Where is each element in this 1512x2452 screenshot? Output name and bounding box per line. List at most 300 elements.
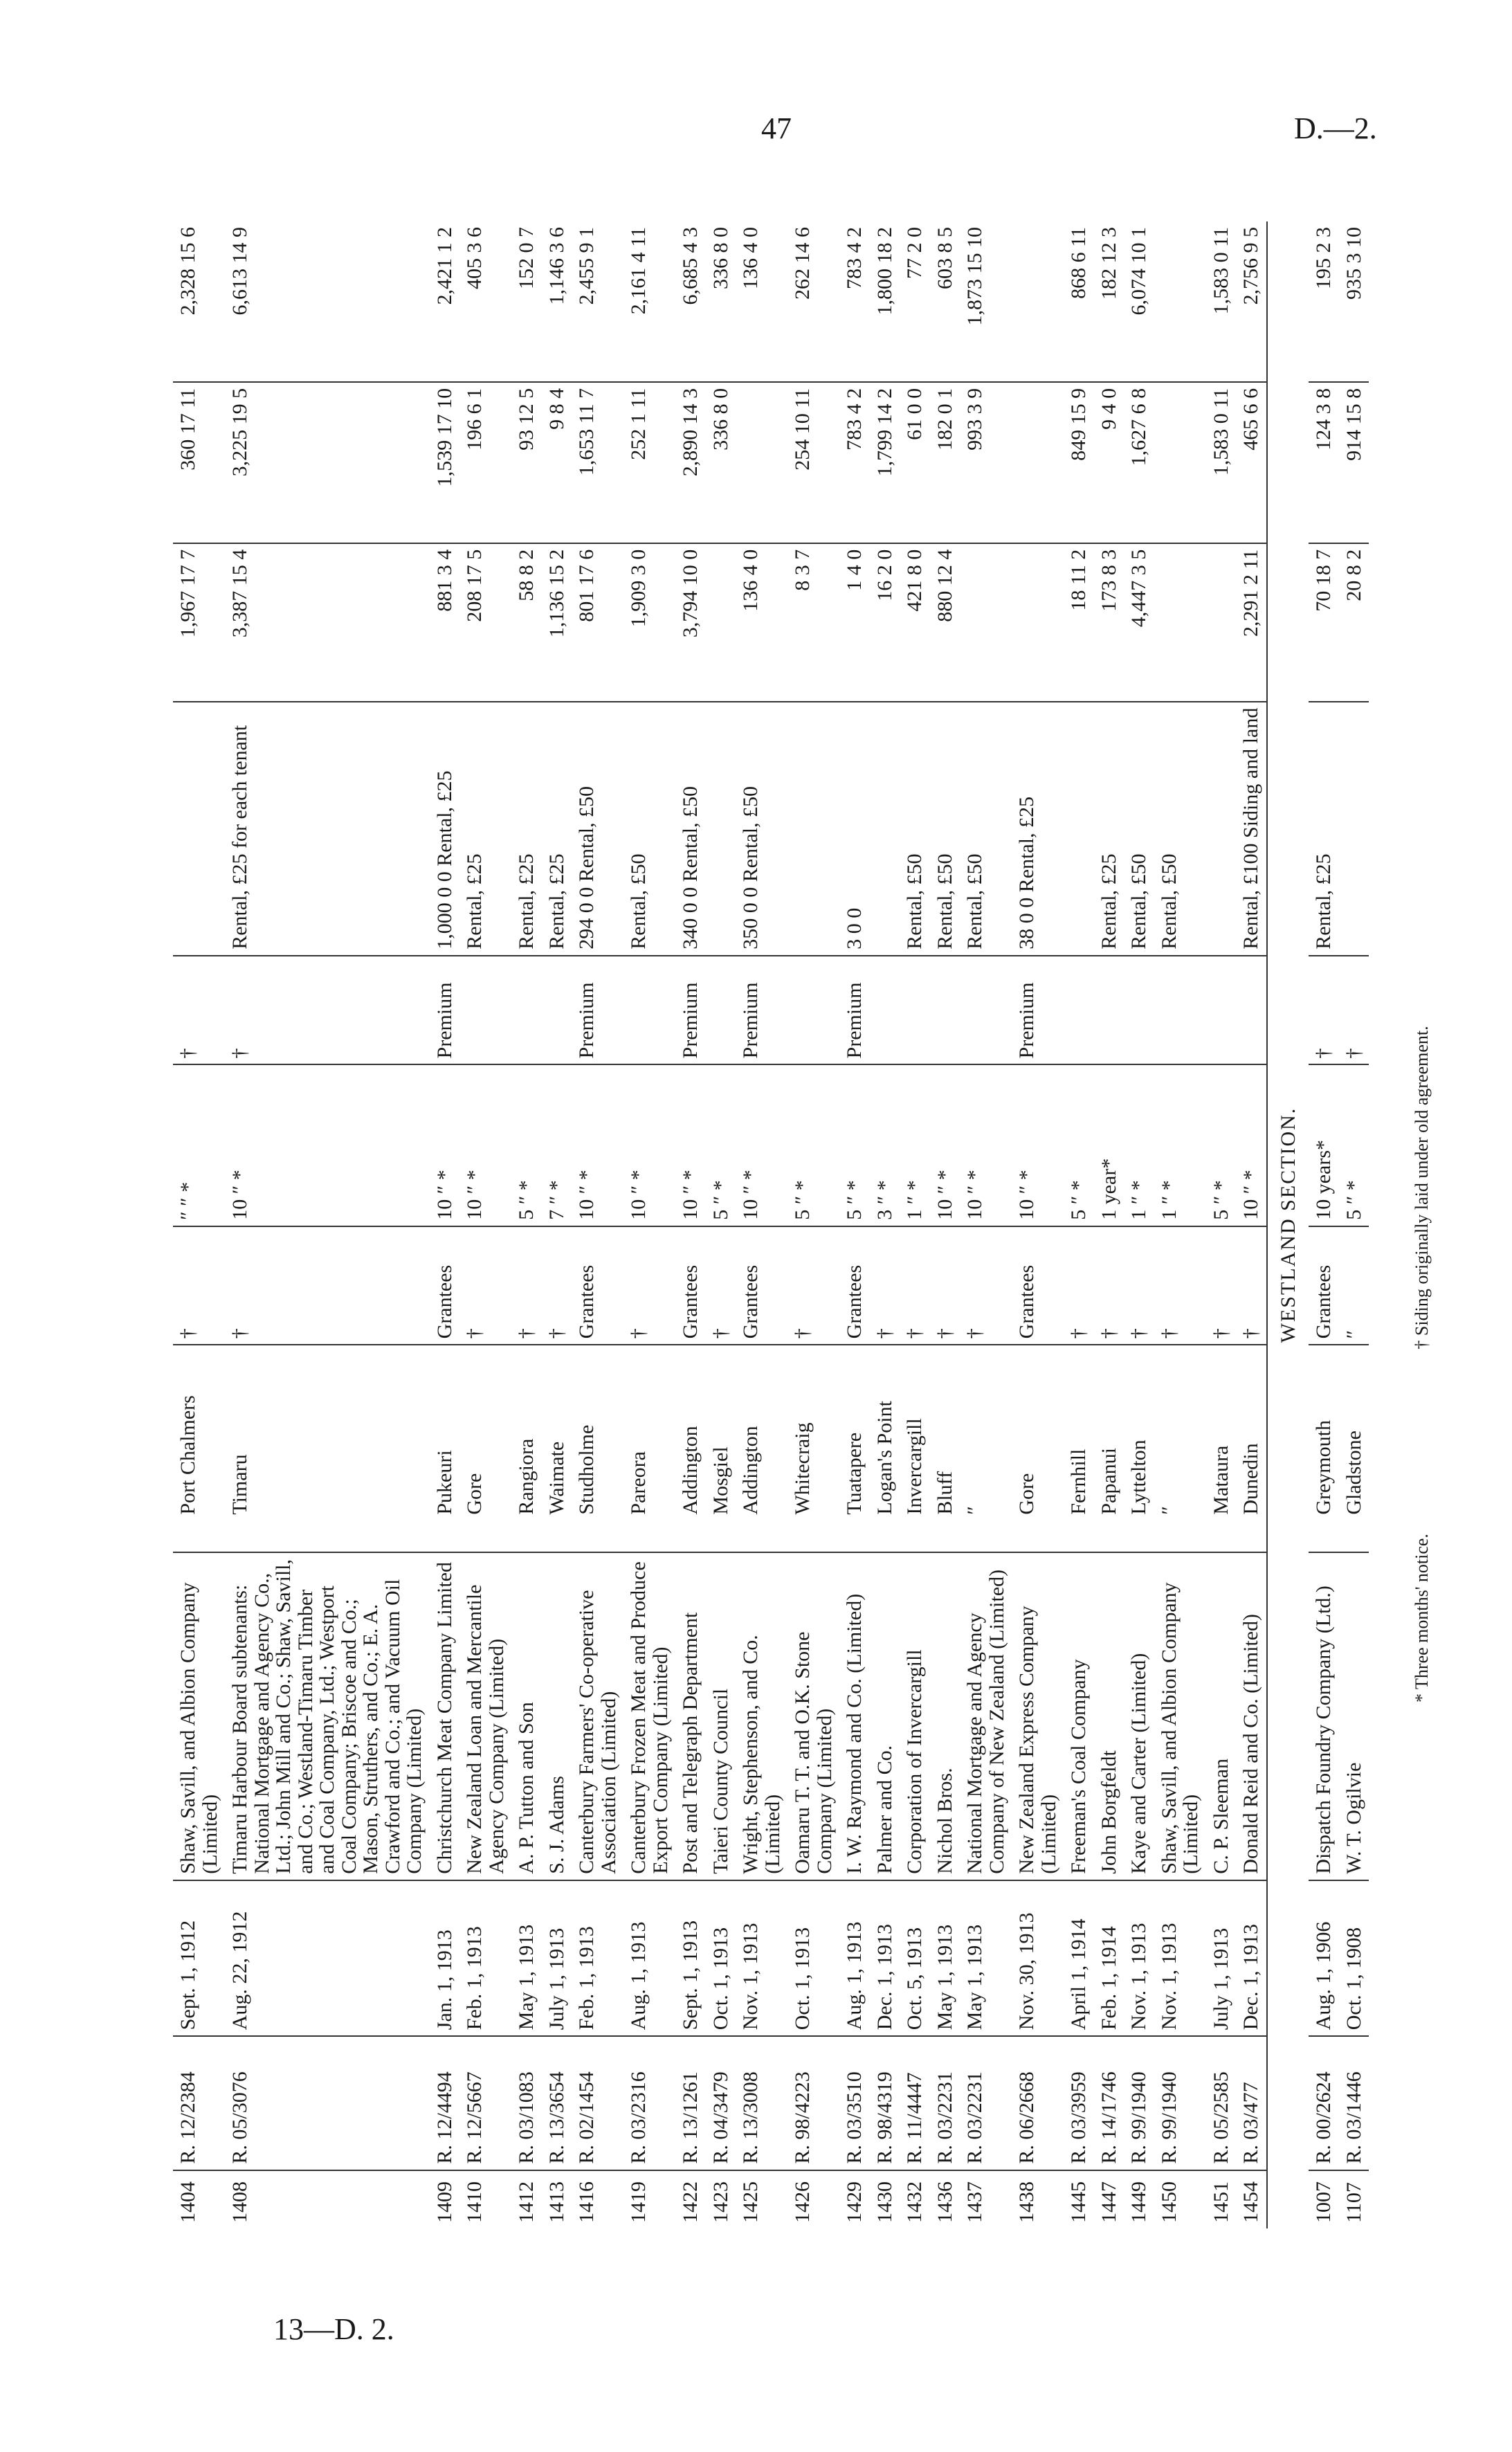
entry-number: 1437 [960, 2170, 1012, 2228]
rental [787, 702, 839, 956]
file-reference: R. 06/2668 [1012, 2036, 1064, 2170]
premium [1094, 956, 1124, 1065]
rental: 350 0 0 Rental, £50 [736, 702, 787, 956]
premium [542, 956, 572, 1065]
premium [623, 956, 675, 1065]
lessor: † [173, 1226, 225, 1345]
lessee-name: A. P. Tutton and Son [511, 1552, 542, 1880]
lessee-name: New Zealand Loan and Mercantile Agency Company (Limited) [459, 1552, 511, 1880]
amount-1: 3,387 15 4 [225, 543, 430, 702]
premium: Premium [839, 956, 870, 1065]
term: 1 ″ * [1124, 1064, 1154, 1226]
station-name: Dunedin [1236, 1345, 1267, 1520]
file-reference: R. 13/3654 [542, 2036, 572, 2170]
table-row [225, 221, 430, 2228]
term: 10 ″ * [623, 1064, 675, 1226]
file-reference: R. 12/4494 [430, 2036, 460, 2170]
lessor: † [1206, 1226, 1237, 1345]
lessee-name: Canterbury Frozen Meat and Produce Export Company (Limited) [623, 1552, 675, 1880]
amount-1: 1,136 15 2 [542, 543, 572, 702]
leader-dots [225, 1520, 430, 1553]
premium: † [1339, 956, 1369, 1065]
file-reference: R. 99/1940 [1124, 2036, 1154, 2170]
entry-number: 1425 [736, 2170, 787, 2228]
amount-2: 182 0 1 [930, 382, 960, 543]
premium: Premium [430, 956, 460, 1065]
amount-total: 603 8 5 [933, 227, 956, 289]
amount-1: 173 8 3 [1094, 543, 1124, 702]
file-reference: R. 05/3076 [225, 2036, 430, 2170]
amount-2: 3,225 19 5 [225, 382, 430, 543]
amount-total: 262 14 6 [791, 227, 814, 300]
file-reference: R. 13/1261 [675, 2036, 706, 2170]
file-reference: R. 03/2316 [623, 2036, 675, 2170]
agreement-date: Oct. 1, 1913 [787, 1880, 839, 2037]
term: 5 ″ * [511, 1064, 542, 1226]
premium: Premium [1012, 956, 1064, 1065]
station-name: Fernhill [1064, 1345, 1094, 1520]
amount-1: 3,794 10 0 [675, 543, 706, 702]
entry-number: 1410 [459, 2170, 511, 2228]
table-row [1206, 221, 1237, 2228]
document-code: D.—2. [1294, 111, 1377, 145]
amount-total [1154, 221, 1206, 382]
rental: Rental, £25 [1309, 702, 1339, 956]
amount-1: 70 18 7 [1309, 543, 1339, 702]
premium [930, 956, 960, 1065]
premium: † [1309, 956, 1339, 1065]
leader-dots [870, 1520, 900, 1553]
rental: 340 0 0 Rental, £50 [675, 702, 706, 956]
amount-2: 9 8 4 [542, 382, 572, 543]
lessor: † [511, 1226, 542, 1345]
file-reference: R. 03/2231 [930, 2036, 960, 2170]
amount-2: 783 4 2 [839, 382, 870, 543]
lessee-name: Nichol Bros. [930, 1552, 960, 1880]
leader-dots [787, 1520, 839, 1553]
westland-table-body [1267, 221, 1369, 2228]
entry-number: 1451 [1206, 2170, 1237, 2228]
amount-1 [1012, 543, 1064, 702]
rental: 1,000 0 0 Rental, £25 [430, 702, 460, 956]
leader-dots [736, 1520, 787, 1553]
file-reference: R. 00/2624 [1309, 2036, 1339, 2170]
file-reference: R. 98/4223 [787, 2036, 839, 2170]
lessor: † [1236, 1226, 1267, 1345]
entry-number: 1422 [675, 2170, 706, 2228]
station-name: Gore [1012, 1345, 1064, 1520]
agreement-date: April 1, 1914 [1064, 1880, 1094, 2037]
agreement-date: July 1, 1913 [1206, 1880, 1237, 2037]
leader-dots [511, 1520, 542, 1553]
amount-2 [1154, 382, 1206, 543]
station-name: Pukeuri [430, 1345, 460, 1520]
term: 3 ″ * [870, 1064, 900, 1226]
table-row [870, 221, 900, 2228]
amount-2: 1,653 11 7 [572, 382, 623, 543]
term: 10 ″ * [960, 1064, 1012, 1226]
footnote-siding: † Siding originally laid under old agreement. [1412, 1026, 1432, 1350]
amount-total: 868 6 11 [1067, 227, 1090, 299]
leader-dots [459, 1520, 511, 1553]
amount-total: 1,146 3 6 [545, 227, 568, 305]
entry-number: 1426 [787, 2170, 839, 2228]
amount-2: 1,583 0 11 [1206, 382, 1237, 543]
agreement-date: Dec. 1, 1913 [870, 1880, 900, 2037]
lessor: † [459, 1226, 511, 1345]
file-reference: R. 03/3959 [1064, 2036, 1094, 2170]
lessor: † [542, 1226, 572, 1345]
amount-total: 2,421 1 2 [432, 227, 456, 305]
amount-2: 914 15 8 [1339, 382, 1369, 543]
lessee-name: Canterbury Farmers' Co-operative Association (Limited) [572, 1552, 623, 1880]
agreement-date: Oct. 1, 1908 [1339, 1880, 1369, 2037]
file-reference: R. 03/3510 [839, 2036, 870, 2170]
term: 10 ″ * [1236, 1064, 1267, 1226]
table-row [1064, 221, 1094, 2228]
leader-dots [930, 1520, 960, 1553]
agreement-date: Nov. 1, 1913 [1154, 1880, 1206, 2037]
premium: † [173, 956, 225, 1065]
rental: 3 0 0 [839, 702, 870, 956]
entry-number: 1430 [870, 2170, 900, 2228]
siding-agreements-table [173, 221, 1369, 2228]
term: 5 ″ * [839, 1064, 870, 1226]
agreement-date: Nov. 30, 1913 [1012, 1880, 1064, 2037]
file-reference: R. 03/2231 [960, 2036, 1012, 2170]
amount-total: 1,873 15 10 [963, 227, 986, 326]
term: 10 ″ * [1012, 1064, 1064, 1226]
file-reference: R. 05/2585 [1206, 2036, 1237, 2170]
leader-dots [173, 1520, 225, 1553]
term: 10 ″ * [675, 1064, 706, 1226]
agreement-date: Sept. 1, 1913 [675, 1880, 706, 2037]
rental: Rental, £25 [542, 702, 572, 956]
rental [706, 702, 736, 956]
term: 10 ″ * [736, 1064, 787, 1226]
entry-number: 1107 [1339, 2170, 1369, 2228]
term: 1 ″ * [1154, 1064, 1206, 1226]
lessor: Grantees [675, 1226, 706, 1345]
agreement-date: May 1, 1913 [960, 1880, 1012, 2037]
amount-1: 881 3 4 [430, 543, 460, 702]
amount-1: 421 8 0 [900, 543, 930, 702]
station-name: Papanui [1094, 1345, 1124, 1520]
agreement-date: May 1, 1913 [511, 1880, 542, 2037]
amount-1: 18 11 2 [1064, 543, 1094, 702]
lessee-name: Timaru Harbour Board subtenants: National Mortgage and Agency Co., Ltd.; John Mill and Co.; Shaw, Savill, and Co.; Westland-Timaru Timber and Coal Company, Ltd.; Westport Coal Company; Briscoe and Co.; Mason, Struthers, and Co.; E. A. Crawford and Co.; and Vacuum Oil Company (Limited) [225, 1552, 430, 1880]
station-name: Greymouth [1309, 1345, 1339, 1520]
lessee-name: Christchurch Meat Company Limited [430, 1552, 460, 1880]
table-row [787, 221, 839, 2228]
footer-code: 13—D. 2. [273, 2312, 394, 2346]
lessee-name: Freeman's Coal Company [1064, 1552, 1094, 1880]
station-name: Logan's Point [870, 1345, 900, 1520]
lessor: † [1154, 1226, 1206, 1345]
amount-1: 16 2 0 [870, 543, 900, 702]
table-row [1094, 221, 1124, 2228]
agreement-date: Dec. 1, 1913 [1236, 1880, 1267, 2037]
premium: Premium [675, 956, 706, 1065]
amount-1: 1,967 17 7 [173, 543, 225, 702]
entry-number: 1412 [511, 2170, 542, 2228]
lessee-name: I. W. Raymond and Co. (Limited) [839, 1552, 870, 1880]
rental: Rental, £50 [1154, 702, 1206, 956]
lessor: † [1124, 1226, 1154, 1345]
agreement-date: Feb. 1, 1913 [459, 1880, 511, 2037]
premium [511, 956, 542, 1065]
amount-2: 1,799 14 2 [870, 382, 900, 543]
rental: Rental, £25 [511, 702, 542, 956]
file-reference: R. 99/1940 [1154, 2036, 1206, 2170]
entry-number: 1438 [1012, 2170, 1064, 2228]
amount-1: 2,291 2 11 [1236, 543, 1267, 702]
lessor: † [787, 1226, 839, 1345]
table-row [839, 221, 870, 2228]
rental: 38 0 0 Rental, £25 [1012, 702, 1064, 956]
lessee-name: Shaw, Savill, and Albion Company (Limited) [1154, 1552, 1206, 1880]
table-row [1339, 221, 1369, 2228]
amount-total: 1,583 0 11 [1209, 227, 1232, 315]
leader-dots [900, 1520, 930, 1553]
rental [1206, 702, 1237, 956]
entry-number: 1423 [706, 2170, 736, 2228]
table-row [173, 221, 225, 2228]
agreement-date: Aug. 1, 1906 [1309, 1880, 1339, 2037]
amount-1 [960, 543, 1012, 702]
agreement-date: Jan. 1, 1913 [430, 1880, 460, 2037]
leader-dots [706, 1520, 736, 1553]
leader-dots [1064, 1520, 1094, 1553]
amount-1: 801 17 6 [572, 543, 623, 702]
station-name: ″ [1154, 1345, 1206, 1520]
amount-2 [736, 382, 787, 543]
rental: Rental, £50 [623, 702, 675, 956]
term: 5 ″ * [706, 1064, 736, 1226]
rental [173, 702, 225, 956]
file-reference: R. 03/1083 [511, 2036, 542, 2170]
amount-1: 880 12 4 [930, 543, 960, 702]
page-number: 47 [761, 111, 792, 145]
station-name: Tuatapere [839, 1345, 870, 1520]
agreement-date: Nov. 1, 1913 [736, 1880, 787, 2037]
lessor: † [225, 1226, 430, 1345]
table-row [572, 221, 623, 2228]
station-name: Gladstone [1339, 1345, 1369, 1520]
lessee-name: Post and Telegraph Department [675, 1552, 706, 1880]
entry-number: 1445 [1064, 2170, 1094, 2228]
table-row [542, 221, 572, 2228]
amount-2: 252 1 11 [623, 382, 675, 543]
agreement-date: Sept. 1, 1912 [173, 1880, 225, 2037]
lessee-name: Donald Reid and Co. (Limited) [1236, 1552, 1267, 1880]
premium [1124, 956, 1154, 1065]
lessee-name: Oamaru T. T. and O.K. Stone Company (Limited) [787, 1552, 839, 1880]
leader-dots [1206, 1520, 1237, 1553]
lessor: Grantees [839, 1226, 870, 1345]
station-name: Mataura [1206, 1345, 1237, 1520]
amount-total: 1,800 18 2 [873, 227, 896, 316]
amount-2: 124 3 8 [1309, 382, 1339, 543]
amount-2: 61 0 0 [900, 382, 930, 543]
lessor: ″ [1339, 1226, 1369, 1345]
term: 10 ″ * [459, 1064, 511, 1226]
premium: Premium [736, 956, 787, 1065]
footnotes [1412, 221, 1432, 2228]
lessor: † [706, 1226, 736, 1345]
amount-2: 465 6 6 [1236, 382, 1267, 543]
lessor: † [900, 1226, 930, 1345]
term: 5 ″ * [1206, 1064, 1237, 1226]
amount-total: 935 3 10 [1342, 227, 1365, 300]
station-name: Bluff [930, 1345, 960, 1520]
amount-2: 336 8 0 [706, 382, 736, 543]
rental: Rental, £25 [1094, 702, 1124, 956]
lessee-name: Dispatch Foundry Company (Ltd.) [1309, 1552, 1339, 1880]
station-name: Rangiora [511, 1345, 542, 1520]
amount-1: 208 17 5 [459, 543, 511, 702]
amount-2 [1012, 382, 1064, 543]
amount-2: 993 3 9 [960, 382, 1012, 543]
file-reference: R. 03/477 [1236, 2036, 1267, 2170]
lessee-name: W. T. Ogilvie [1339, 1552, 1369, 1880]
rental: Rental, £25 for each tenant [225, 702, 430, 956]
amount-2: 360 17 11 [173, 382, 225, 543]
station-name: Port Chalmers [173, 1345, 225, 1520]
leader-dots [572, 1520, 623, 1553]
amount-total: 6,613 14 9 [228, 227, 251, 316]
table-row [706, 221, 736, 2228]
entry-number: 1432 [900, 2170, 930, 2228]
entry-number: 1007 [1309, 2170, 1339, 2228]
entry-number: 1429 [839, 2170, 870, 2228]
station-name: Pareora [623, 1345, 675, 1520]
term: 10 years* [1309, 1064, 1339, 1226]
premium [787, 956, 839, 1065]
term: ″ ″ * [173, 1064, 225, 1226]
lessee-name: National Mortgage and Agency Company of New Zealand (Limited) [960, 1552, 1012, 1880]
term: 5 ″ * [1064, 1064, 1094, 1226]
file-reference: R. 02/1454 [572, 2036, 623, 2170]
amount-2: 9 4 0 [1094, 382, 1124, 543]
table-row [900, 221, 930, 2228]
lessor: † [1064, 1226, 1094, 1345]
amount-2: 1,539 17 10 [430, 382, 460, 543]
agreement-date: Feb. 1, 1914 [1094, 1880, 1124, 2037]
amount-total: 405 3 6 [463, 227, 486, 289]
rental [1339, 702, 1369, 956]
term: 1 year* [1094, 1064, 1124, 1226]
lessee-name: Palmer and Co. [870, 1552, 900, 1880]
term: 10 ″ * [572, 1064, 623, 1226]
entry-number: 1416 [572, 2170, 623, 2228]
premium [1236, 956, 1267, 1065]
amount-total: 2,328 15 6 [176, 227, 199, 316]
lessee-name: Shaw, Savill, and Albion Company (Limited) [173, 1552, 225, 1880]
lessor: Grantees [430, 1226, 460, 1345]
amount-total: 6,685 4 3 [679, 227, 702, 305]
station-name: Gore [459, 1345, 511, 1520]
table-row [623, 221, 675, 2228]
station-name: Addington [675, 1345, 706, 1520]
rental: Rental, £50 [930, 702, 960, 956]
agreement-date: Aug. 22, 1912 [225, 1880, 430, 2037]
amount-1 [1206, 543, 1237, 702]
amount-total: 152 0 7 [515, 227, 538, 289]
leader-dots [542, 1520, 572, 1553]
lessee-name: Kaye and Carter (Limited) [1124, 1552, 1154, 1880]
entry-number: 1447 [1094, 2170, 1124, 2228]
term: 10 ″ * [430, 1064, 460, 1226]
lessor: Grantees [736, 1226, 787, 1345]
lessor: † [930, 1226, 960, 1345]
premium [459, 956, 511, 1065]
rental: Rental, £25 [459, 702, 511, 956]
agreement-date: Nov. 1, 1913 [1124, 1880, 1154, 2037]
amount-total: 195 2 3 [1312, 227, 1335, 289]
leader-dots [675, 1520, 706, 1553]
station-name: Invercargill [900, 1345, 930, 1520]
entry-number: 1409 [430, 2170, 460, 2228]
premium: † [225, 956, 430, 1065]
amount-total: 77 2 0 [903, 227, 926, 279]
premium [960, 956, 1012, 1065]
amount-total: 2,756 9 5 [1239, 227, 1262, 305]
agreement-date: Aug. 1, 1913 [839, 1880, 870, 2037]
term: 7 ″ * [542, 1064, 572, 1226]
entry-number: 1408 [225, 2170, 430, 2228]
section-title: WESTLAND SECTION. [1267, 221, 1309, 2228]
amount-1 [706, 543, 736, 702]
amount-2: 93 12 5 [511, 382, 542, 543]
station-name: Timaru [225, 1345, 430, 1520]
lessor: † [870, 1226, 900, 1345]
amount-total: 783 4 2 [843, 227, 866, 289]
amount-2: 1,627 6 8 [1124, 382, 1154, 543]
rotated-ledger [173, 221, 1432, 2228]
station-name: Lyttelton [1124, 1345, 1154, 1520]
file-reference: R. 13/3008 [736, 2036, 787, 2170]
amount-total: 182 12 3 [1097, 227, 1120, 300]
table-row [1236, 221, 1267, 2228]
station-name: ″ [960, 1345, 1012, 1520]
footnote-notice: * Three months' notice. [1412, 1534, 1432, 1702]
file-reference: R. 11/4447 [900, 2036, 930, 2170]
lessee-name: C. P. Sleeman [1206, 1552, 1237, 1880]
entry-number: 1454 [1236, 2170, 1267, 2228]
table-row [459, 221, 511, 2228]
rental: Rental, £100 Siding and land [1236, 702, 1267, 956]
amount-total: 2,455 9 1 [575, 227, 598, 305]
agreement-date: Aug. 1, 1913 [623, 1880, 675, 2037]
amount-1: 20 8 2 [1339, 543, 1369, 702]
amount-total: 6,074 10 1 [1127, 227, 1150, 316]
table-row [1309, 221, 1339, 2228]
leader-dots [1236, 1520, 1267, 1553]
main-table-body [173, 221, 1267, 2228]
table-row [960, 221, 1012, 2228]
amount-2: 849 15 9 [1064, 382, 1094, 543]
amount-2: 2,890 14 3 [675, 382, 706, 543]
file-reference: R. 98/4319 [870, 2036, 900, 2170]
file-reference: R. 04/3479 [706, 2036, 736, 2170]
term: 5 ″ * [1339, 1064, 1369, 1226]
leader-dots [1124, 1520, 1154, 1553]
station-name: Studholme [572, 1345, 623, 1520]
amount-1: 136 4 0 [736, 543, 787, 702]
table-row [736, 221, 787, 2228]
amount-1: 1,909 3 0 [623, 543, 675, 702]
